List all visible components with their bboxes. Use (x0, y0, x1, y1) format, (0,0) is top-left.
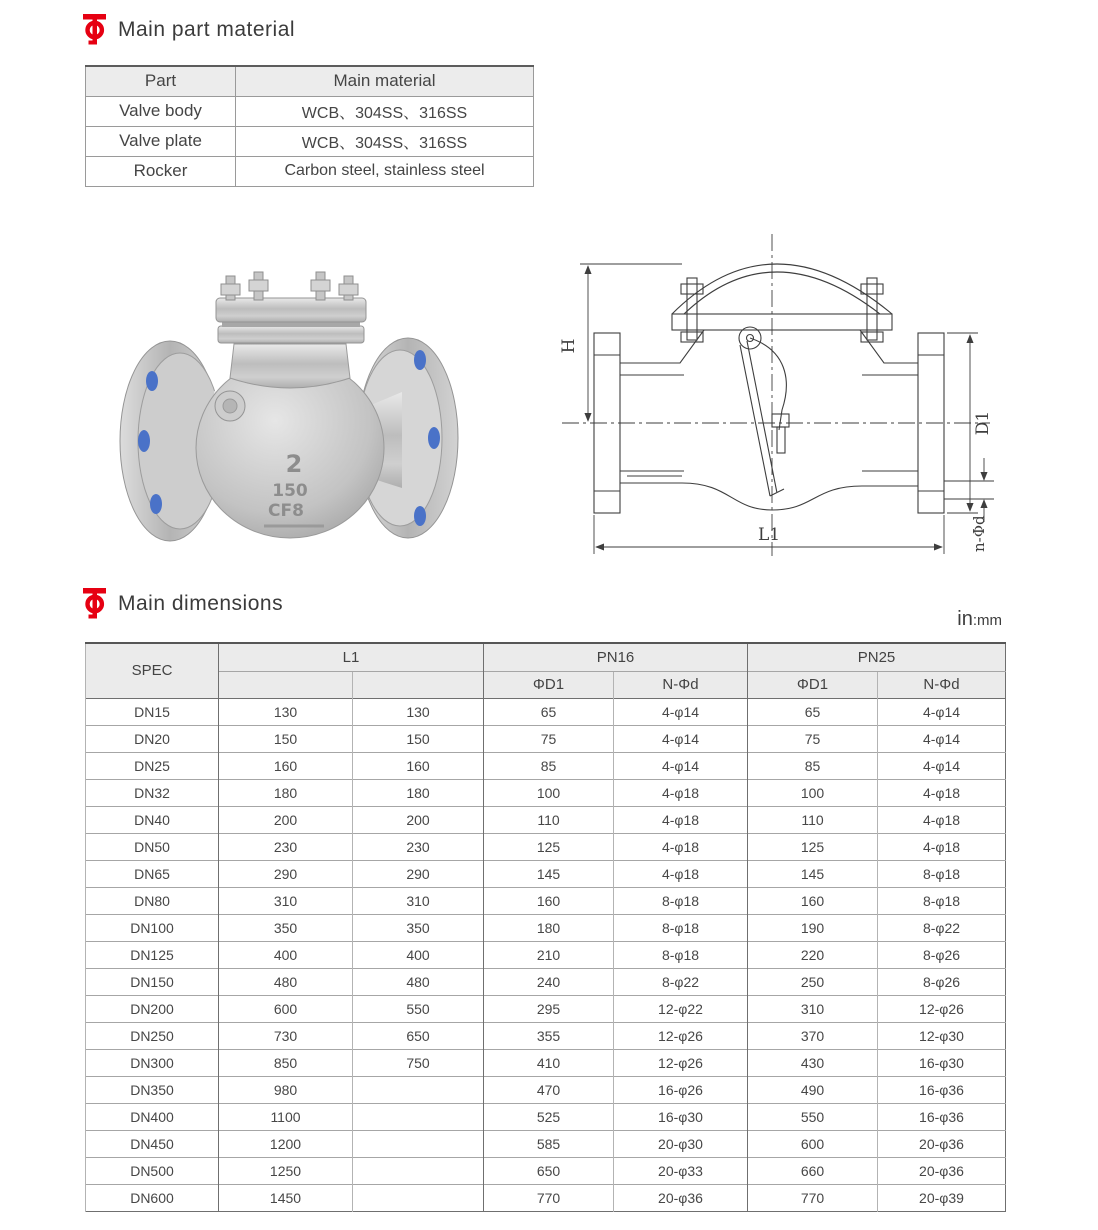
value-cell: 125 (748, 833, 878, 860)
table-row (86, 914, 1006, 941)
spec-cell: DN600 (86, 1184, 219, 1211)
table-row (86, 806, 1006, 833)
value-cell: 75 (748, 725, 878, 752)
value-cell: 180 (353, 779, 484, 806)
value-cell: 370 (748, 1022, 878, 1049)
value-cell: 8-φ26 (878, 941, 1006, 968)
material-table (85, 65, 534, 187)
value-cell: 4-φ18 (878, 833, 1006, 860)
material-cell: Carbon steel, stainless steel (236, 156, 534, 186)
value-cell: 200 (353, 806, 484, 833)
table-row (86, 833, 1006, 860)
bolt-hole (414, 350, 426, 370)
value-cell: 430 (748, 1049, 878, 1076)
spec-cell: DN20 (86, 725, 219, 752)
value-cell: 8-φ22 (878, 914, 1006, 941)
value-cell: 180 (219, 779, 353, 806)
dim-label-h: H (559, 338, 579, 354)
table-row (86, 968, 1006, 995)
col-group-pn16: PN16 (484, 643, 748, 671)
value-cell: 355 (484, 1022, 614, 1049)
dim-h (580, 264, 682, 421)
value-cell (353, 1076, 484, 1103)
material-col-material: Main material (236, 66, 534, 96)
value-cell: 730 (219, 1022, 353, 1049)
spec-cell: DN450 (86, 1130, 219, 1157)
material-cell: WCB、304SS、316SS (236, 126, 534, 156)
col-subheader-l1-a (219, 671, 353, 698)
table-row (86, 1022, 1006, 1049)
value-cell: 8-φ18 (614, 914, 748, 941)
value-cell: 16-φ26 (614, 1076, 748, 1103)
spec-cell: DN25 (86, 752, 219, 779)
spec-cell: DN150 (86, 968, 219, 995)
value-cell: 250 (748, 968, 878, 995)
value-cell: 4-φ18 (614, 779, 748, 806)
col-header-spec: SPEC (86, 643, 219, 698)
value-cell: 20-φ36 (614, 1184, 748, 1211)
value-cell: 160 (484, 887, 614, 914)
value-cell: 12-φ22 (614, 995, 748, 1022)
spec-cell: DN250 (86, 1022, 219, 1049)
value-cell: 4-φ14 (614, 752, 748, 779)
marking-size: 2 (285, 450, 303, 478)
value-cell: 20-φ33 (614, 1157, 748, 1184)
unit-note (957, 608, 1002, 631)
value-cell: 600 (219, 995, 353, 1022)
value-cell: 8-φ18 (878, 860, 1006, 887)
value-cell: 16-φ30 (614, 1103, 748, 1130)
bonnet (216, 272, 366, 388)
value-cell: 75 (484, 725, 614, 752)
value-cell: 295 (484, 995, 614, 1022)
value-cell: 290 (353, 860, 484, 887)
spec-cell: DN32 (86, 779, 219, 806)
dimensions-table (85, 642, 1006, 1212)
value-cell: 160 (748, 887, 878, 914)
value-cell: 110 (484, 806, 614, 833)
value-cell: 310 (353, 887, 484, 914)
brand-valve-icon (82, 14, 107, 45)
value-cell: 550 (353, 995, 484, 1022)
value-cell: 4-φ14 (878, 725, 1006, 752)
value-cell: 470 (484, 1076, 614, 1103)
table-row (86, 779, 1006, 806)
table-row (86, 126, 534, 156)
material-section-heading (82, 14, 295, 45)
value-cell: 350 (219, 914, 353, 941)
unit-note-mm: :mm (972, 612, 1002, 629)
drawing-bonnet (672, 264, 892, 342)
table-row (86, 995, 1006, 1022)
value-cell: 4-φ18 (614, 806, 748, 833)
value-cell: 12-φ26 (878, 995, 1006, 1022)
value-cell: 600 (748, 1130, 878, 1157)
bolt-hole (146, 371, 158, 391)
col-group-pn25: PN25 (748, 643, 1006, 671)
value-cell: 400 (353, 941, 484, 968)
material-section-title: Main part material (118, 17, 296, 41)
table-row (86, 1130, 1006, 1157)
value-cell: 150 (219, 725, 353, 752)
value-cell: 4-φ14 (878, 698, 1006, 725)
valve-photo (118, 226, 460, 560)
spec-cell: DN125 (86, 941, 219, 968)
value-cell: 4-φ18 (878, 779, 1006, 806)
dimensions-section-heading (82, 588, 283, 619)
col-subheader-l1-b (353, 671, 484, 698)
bolt-hole (428, 427, 440, 449)
col-subheader-pn25-nd: N-Φd (878, 671, 1006, 698)
material-cell: WCB、304SS、316SS (236, 96, 534, 126)
value-cell: 65 (484, 698, 614, 725)
value-cell: 4-φ14 (614, 725, 748, 752)
value-cell: 660 (748, 1157, 878, 1184)
material-table-header-row (86, 66, 534, 96)
bonnet-bolts (221, 272, 358, 300)
brand-valve-icon (82, 588, 107, 619)
table-row (86, 860, 1006, 887)
value-cell: 850 (219, 1049, 353, 1076)
bolt-hole (414, 506, 426, 526)
dimensions-section-title: Main dimensions (118, 591, 284, 615)
material-col-part: Part (86, 66, 236, 96)
value-cell: 160 (219, 752, 353, 779)
value-cell: 490 (748, 1076, 878, 1103)
value-cell: 8-φ18 (614, 887, 748, 914)
table-row (86, 725, 1006, 752)
col-subheader-pn25-d1: ΦD1 (748, 671, 878, 698)
value-cell: 20-φ39 (878, 1184, 1006, 1211)
table-row (86, 752, 1006, 779)
value-cell: 16-φ36 (878, 1103, 1006, 1130)
spec-cell: DN100 (86, 914, 219, 941)
col-subheader-pn16-nd: N-Φd (614, 671, 748, 698)
table-row (86, 1184, 1006, 1211)
value-cell: 12-φ26 (614, 1049, 748, 1076)
value-cell: 310 (748, 995, 878, 1022)
spec-cell: DN200 (86, 995, 219, 1022)
table-row (86, 1157, 1006, 1184)
table-row (86, 887, 1006, 914)
value-cell: 4-φ18 (614, 833, 748, 860)
value-cell: 310 (219, 887, 353, 914)
value-cell: 1100 (219, 1103, 353, 1130)
drawing-disc-assembly (739, 327, 789, 496)
spec-cell: DN350 (86, 1076, 219, 1103)
col-subheader-pn16-d1: ΦD1 (484, 671, 614, 698)
value-cell: 130 (353, 698, 484, 725)
value-cell: 85 (484, 752, 614, 779)
marking-material: CF8 (268, 501, 304, 521)
table-row (86, 1103, 1006, 1130)
drawing-body (620, 330, 918, 510)
dimensions-header-row-1 (86, 643, 1006, 671)
value-cell: 200 (219, 806, 353, 833)
spec-cell: DN300 (86, 1049, 219, 1076)
value-cell: 350 (353, 914, 484, 941)
value-cell: 110 (748, 806, 878, 833)
unit-note-in: in (957, 608, 973, 630)
value-cell: 145 (748, 860, 878, 887)
value-cell: 20-φ36 (878, 1130, 1006, 1157)
table-row (86, 1049, 1006, 1076)
value-cell: 4-φ14 (878, 752, 1006, 779)
dim-label-d1: D1 (973, 410, 993, 436)
value-cell: 65 (748, 698, 878, 725)
value-cell: 210 (484, 941, 614, 968)
part-cell: Valve body (86, 96, 236, 126)
value-cell (353, 1157, 484, 1184)
dim-label-l1: L1 (757, 525, 781, 545)
value-cell: 525 (484, 1103, 614, 1130)
value-cell: 550 (748, 1103, 878, 1130)
value-cell: 8-φ18 (614, 941, 748, 968)
value-cell: 410 (484, 1049, 614, 1076)
value-cell: 770 (484, 1184, 614, 1211)
value-cell: 220 (748, 941, 878, 968)
table-row (86, 698, 1006, 725)
spec-cell: DN50 (86, 833, 219, 860)
value-cell: 585 (484, 1130, 614, 1157)
value-cell: 16-φ30 (878, 1049, 1006, 1076)
value-cell: 160 (353, 752, 484, 779)
value-cell: 1200 (219, 1130, 353, 1157)
table-row (86, 1076, 1006, 1103)
marking-class: 150 (272, 481, 308, 501)
value-cell: 230 (353, 833, 484, 860)
spec-cell: DN40 (86, 806, 219, 833)
value-cell: 100 (484, 779, 614, 806)
value-cell: 180 (484, 914, 614, 941)
value-cell: 20-φ30 (614, 1130, 748, 1157)
value-cell: 1250 (219, 1157, 353, 1184)
value-cell: 190 (748, 914, 878, 941)
bolt-hole (138, 430, 150, 452)
value-cell: 4-φ18 (878, 806, 1006, 833)
value-cell: 150 (353, 725, 484, 752)
part-cell: Rocker (86, 156, 236, 186)
value-cell (353, 1130, 484, 1157)
valve-drawing (532, 218, 1008, 580)
value-cell: 400 (219, 941, 353, 968)
value-cell: 480 (219, 968, 353, 995)
value-cell: 85 (748, 752, 878, 779)
value-cell: 290 (219, 860, 353, 887)
value-cell: 980 (219, 1076, 353, 1103)
table-row (86, 96, 534, 126)
value-cell: 770 (748, 1184, 878, 1211)
value-cell: 8-φ26 (878, 968, 1006, 995)
value-cell: 12-φ26 (614, 1022, 748, 1049)
spec-cell: DN80 (86, 887, 219, 914)
value-cell (353, 1184, 484, 1211)
dim-label-bolts: n-Φd (970, 515, 988, 552)
value-cell: 130 (219, 698, 353, 725)
value-cell: 8-φ18 (878, 887, 1006, 914)
value-cell: 750 (353, 1049, 484, 1076)
value-cell: 125 (484, 833, 614, 860)
spec-cell: DN15 (86, 698, 219, 725)
value-cell: 16-φ36 (878, 1076, 1006, 1103)
value-cell: 650 (484, 1157, 614, 1184)
spec-cell: DN400 (86, 1103, 219, 1130)
value-cell: 230 (219, 833, 353, 860)
col-group-l1: L1 (219, 643, 484, 671)
bolt-hole (150, 494, 162, 514)
table-row (86, 156, 534, 186)
value-cell: 240 (484, 968, 614, 995)
material-table-body (86, 96, 534, 186)
value-cell: 1450 (219, 1184, 353, 1211)
dim-bolt-hole (944, 458, 994, 522)
part-cell: Valve plate (86, 126, 236, 156)
side-plug (215, 391, 245, 421)
spec-cell: DN500 (86, 1157, 219, 1184)
value-cell: 480 (353, 968, 484, 995)
drawing-bolts (681, 278, 883, 342)
value-cell: 145 (484, 860, 614, 887)
value-cell: 100 (748, 779, 878, 806)
dimensions-table-body (86, 698, 1006, 1211)
value-cell: 20-φ36 (878, 1157, 1006, 1184)
value-cell: 12-φ30 (878, 1022, 1006, 1049)
value-cell: 650 (353, 1022, 484, 1049)
table-row (86, 941, 1006, 968)
value-cell (353, 1103, 484, 1130)
dimensions-header-row-2 (86, 671, 1006, 698)
spec-cell: DN65 (86, 860, 219, 887)
value-cell: 8-φ22 (614, 968, 748, 995)
value-cell: 4-φ18 (614, 860, 748, 887)
value-cell: 4-φ14 (614, 698, 748, 725)
